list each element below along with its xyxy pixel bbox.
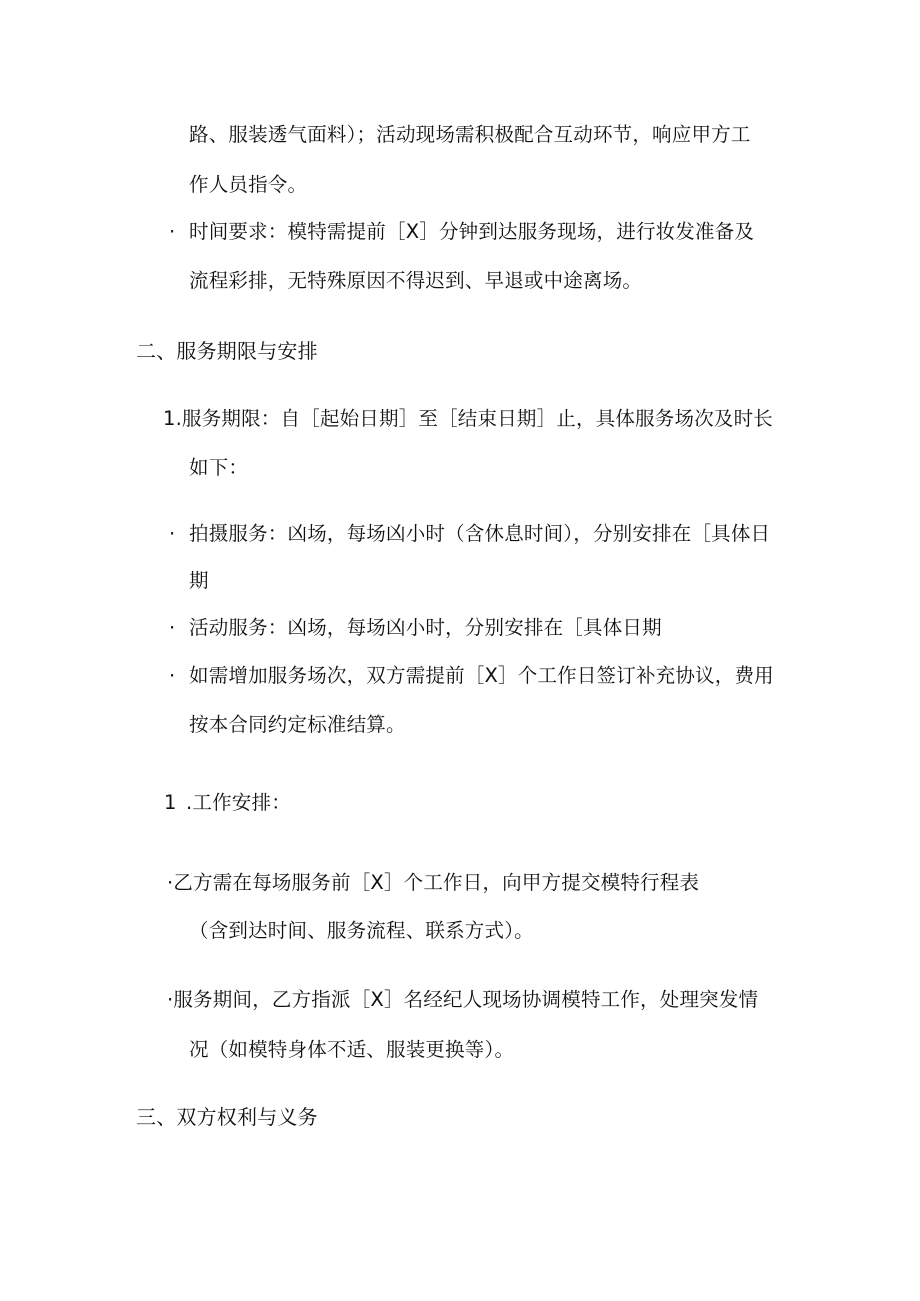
time-requirement-line: 流程彩排，无特殊原因不得迟到、早退或中途离场。 [189, 269, 643, 292]
agent-line: ·服务期间，乙方指派［X］名经纪人现场协调模特工作，处理突发情 [167, 988, 759, 1011]
bullet-mark: · [169, 616, 176, 639]
shoot-service-line: 期 [189, 569, 209, 592]
bullet-mark: · [169, 664, 176, 687]
paragraph-line: 路、服装透气面料）；活动现场需积极配合互动环节，响应甲方工 [189, 123, 751, 146]
itinerary-line: ·乙方需在每场服务前［X］个工作日，向甲方提交模特行程表 [167, 871, 700, 894]
service-term-line: 1.服务期限：自［起始日期］至［结束日期］止，具体服务场次及时长 [163, 407, 774, 430]
agent-line: 况（如模特身体不适、服装更换等）。 [189, 1038, 515, 1061]
extra-service-line: 按本合同约定标准结算。 [189, 713, 406, 736]
time-requirement-line: 时间要求：模特需提前［X］分钟到达服务现场，进行妆发准备及 [189, 220, 755, 243]
work-arrangement-heading: .工作安排： [186, 791, 291, 814]
section-heading: 三、双方权利与义务 [136, 1105, 318, 1129]
extra-service-line: 如需增加服务场次，双方需提前［X］个工作日签订补充协议，费用 [189, 664, 774, 687]
list-number: 1 [164, 791, 177, 814]
paragraph-line: 作人员指令。 [189, 173, 308, 196]
bullet-mark: · [169, 522, 176, 545]
itinerary-line: （含到达时间、服务流程、联系方式）。 [189, 919, 534, 942]
section-heading: 二、服务期限与安排 [136, 339, 318, 363]
shoot-service-line: 拍摄服务：凶场，每场凶小时（含休息时间），分别安排在［具体日 [189, 522, 771, 545]
event-service-line: 活动服务：凶场，每场凶小时，分别安排在［具体日期 [189, 616, 662, 639]
bullet-mark: · [169, 220, 176, 243]
service-term-line: 如下： [189, 456, 249, 479]
